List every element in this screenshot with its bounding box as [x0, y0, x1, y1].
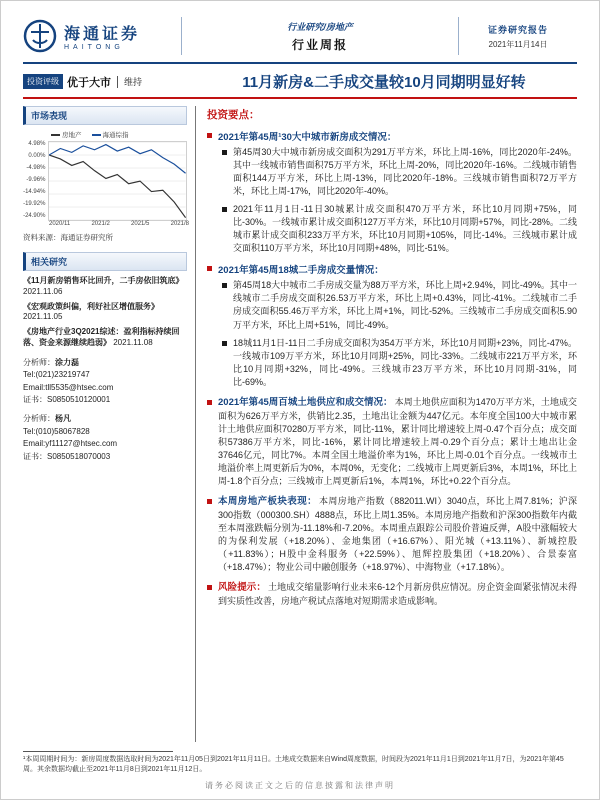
related-research-item: 《房地产行业3Q2021综述：盈利指标持续回落、资金来源继续趋弱》 2021.11.08	[23, 327, 180, 347]
legend-item-realestate: 房地产	[51, 130, 82, 139]
red-square-bullet-icon	[207, 400, 212, 405]
rating-divider	[117, 76, 118, 88]
analyst-cert: 证书：S0850510120001	[23, 394, 111, 404]
page-title: 11月新房&二手成交量较10月同期明显好转	[242, 74, 526, 91]
report-date: 2021年11月14日	[488, 39, 548, 49]
related-research-item: 《宏观政策纠偏，利好社区增值服务》 2021.11.05	[23, 301, 159, 322]
legend-item-haitong-index: 海通综指	[92, 130, 129, 139]
section-paragraph: 18城11月1日-11日二手房成交面积为354万平方米，环比10月同期+23%，同比-47%。一线城市109万平方米，环比10月同期+25%，同比-33%。二线城市221万平方米，环比10月同期+32%，同比-49%。三线城市23万平方米，环比10月同期-31%，同比-69%。	[233, 337, 577, 387]
chart-y-axis: 4.98% 0.00% -4.98% -9.96% -14.94% -19.92% -24.90%	[23, 141, 46, 219]
rating-value: 优于大市	[67, 76, 111, 89]
related-research-heading: 相关研究	[23, 252, 187, 271]
main-content	[195, 106, 577, 742]
section-heading: 本周房地产板块表现：	[218, 495, 317, 507]
risk-warning-heading: 风险提示：	[218, 581, 266, 593]
section-paragraph: 第45周18大中城市二手房成交量为88万平方米，环比上周+2.94%，同比-49%。其中一线城市二手房成交面积26.53万平方米，环比上周+0.43%，同比-41%。二线城市二手房成交面积55.46万平方米，环比上周+1%，同比-52%。三线城市二手房成交面积5.90万平方米，环比上周+51%，同比-49%。	[233, 280, 577, 330]
report-header	[23, 13, 577, 59]
related-research-item: 《11月新房销售环比回升，二手房依旧筑底》 2021.11.06	[23, 276, 184, 296]
sidebar	[23, 106, 195, 742]
page-footer-disclaimer: 请务必阅读正文之后的信息披露和法律声明	[205, 781, 395, 790]
analyst-tel: Tel:(010)58067828	[23, 426, 90, 436]
black-square-bullet-icon	[222, 283, 227, 288]
brand-name-en: HAITONG	[64, 44, 124, 51]
report-label: 证券研究报告	[487, 24, 548, 35]
red-square-bullet-icon	[207, 585, 212, 590]
brand-name-cn: 海通证券	[64, 26, 141, 43]
section-heading: 2021年第45周¹30大中城市新房成交情况：	[218, 132, 397, 143]
section-paragraph: 土地成交缩量影响行业未来6-12个月新房供应情况。房企资金面紧张情况未得到实质性改善，房地产税试点落地对短期需求造成影响。	[218, 581, 577, 606]
section-paragraph: 第45周30大中城市新房成交面积为291万平方米，环比上周-16%，同比2020年-24%。其中一线城市销售面积75万平方米，环比上周-20%，同比2020年-16%。二线城市销售面积144万平方米，环比上周-13%，同比2020年-18%。三线城市销售面积72万平方米，环比上周-17%，同比2020年-40%。	[233, 147, 577, 197]
chart-legend	[51, 130, 187, 139]
market-chart	[23, 141, 187, 221]
analyst-block	[23, 357, 187, 407]
investment-rating	[23, 74, 191, 90]
header-right	[459, 13, 577, 59]
section-sub-item	[222, 337, 577, 389]
content-columns	[23, 106, 577, 742]
header-center	[181, 17, 459, 55]
analyst-email: Email:tll5535@htsec.com	[23, 382, 114, 392]
red-square-bullet-icon	[207, 499, 212, 504]
key-points-label: 投资要点：	[207, 109, 260, 121]
related-research-date: 2021.11.05	[23, 312, 63, 322]
section-sub-item	[222, 146, 577, 198]
section-land-supply	[207, 396, 577, 488]
rating-status: 维持	[124, 77, 143, 87]
chart-source: 资料来源：海通证券研究所	[23, 233, 113, 242]
analyst-name: 涂力磊	[55, 357, 79, 367]
analyst-tel: Tel:(021)23219747	[23, 370, 90, 380]
analyst-block	[23, 413, 187, 463]
analyst-cert: 证书：S0850518070003	[23, 451, 111, 461]
market-performance-heading: 市场表现	[23, 106, 187, 125]
chart-x-axis: 2020/11 2021/2 2021/5 2021/8	[49, 221, 189, 227]
market-chart-svg	[48, 141, 187, 221]
section-secondhand-sales	[207, 262, 577, 388]
title-divider	[23, 97, 577, 99]
related-research-date: 2021.11.06	[23, 286, 63, 296]
header-divider	[23, 62, 577, 64]
related-research-date: 2021.11.08	[113, 337, 153, 347]
analyst-name: 杨凡	[55, 414, 71, 424]
red-square-bullet-icon	[207, 133, 212, 138]
section-new-house-sales	[207, 129, 577, 255]
black-square-bullet-icon	[222, 207, 227, 212]
legend-swatch-haitong-icon	[92, 134, 101, 136]
analyst-name-row: 分析师：涂力磊	[23, 357, 79, 367]
brand	[23, 13, 181, 59]
rating-label: 投资评级	[23, 74, 63, 89]
section-paragraph: 本周土地供应面积为1470万平方米，土地成交面积为626万平方米，供销比2.35，土地出让金额为447亿元。本年度全国100大中城市累计土地供应面积70280万平方米，同比-11%，累计同比增速较上周-0.47个百分点；成交面积57386万平方米，同比-16%，累计同比增速较上周-0.29个百分点；累计土地出让金37646亿元，同比7%。本周全国土地溢价率为1%，环比上周-0.01个百分点。一线城市土地溢价率上周更新后为0%，本周0%，无变化；二线城市上周更新后3%，本周1%，环比上周-1.8个百分点；三线城市上周更新后1%，本周1%，环比+0.22个百分点。	[218, 396, 577, 486]
brand-text	[64, 21, 140, 51]
section-risk-warning	[207, 581, 577, 608]
analyst-email: Email:yf11127@htsec.com	[23, 439, 118, 449]
report-category: 行业研究/房地产	[287, 21, 353, 32]
section-sub-item	[222, 203, 577, 255]
report-type: 行业周报	[291, 37, 348, 52]
black-square-bullet-icon	[222, 341, 227, 346]
analyst-info	[23, 357, 187, 463]
footnote: ¹本周周期时间为：新房周度数据选取时间为2021年11月05日到2021年11月11日。土地成交数据来自Wind周度数据，时间段为2021年11月1日到2021年11月7日，为2021年第45周。其余数据均截止至2021年11月8日到2021年11月12日。	[23, 751, 577, 775]
section-sector-performance	[207, 495, 577, 574]
section-heading: 2021年第45周18城二手房成交量情况：	[218, 265, 384, 277]
section-paragraph: 本周房地产指数（882011.WI）3040点，环比上周7.81%；沪深300指数（000300.SH）4888点，环比上周1.35%。本周房地产指数和沪深300指数年内截至本周涨跌幅分别为-11.18%和-7.20%。本周重点跟踪公司股价普遍反弹，A股中涨幅较大的为保利发展（+18.20%）、金地集团（+16.67%）、阳光城（+13.11%）、新城控股（+11.83%）；H股中金科服务（+22.59%）、旭辉控股集团（+18.20%）、合景泰富（+18.47%）；物业公司中融创服务（+18.97%）、中海物业（+17.18%）。	[218, 495, 577, 572]
rating-title-row	[23, 71, 577, 92]
haitong-logo-icon	[23, 19, 57, 53]
section-sub-item	[222, 279, 577, 331]
section-paragraph: 2021年11月1日-11日30城累计成交面积470万平方米，环比10月同期+75%，同比-30%。一线城市累计成交面积127万平方米，环比10月同期+57%，同比-28%。二线城市累计成交面积233万平方米，环比10月同期+105%，同比-14%。三线城市累计成交面积110万平方米，环比10月同期+48%，同比-51%。	[233, 204, 577, 254]
red-square-bullet-icon	[207, 266, 212, 271]
section-heading: 2021年第45周百城土地供应和成交情况：	[218, 396, 393, 408]
legend-swatch-realestate-icon	[51, 134, 60, 136]
black-square-bullet-icon	[222, 150, 227, 155]
analyst-name-row: 分析师：杨凡	[23, 414, 71, 424]
